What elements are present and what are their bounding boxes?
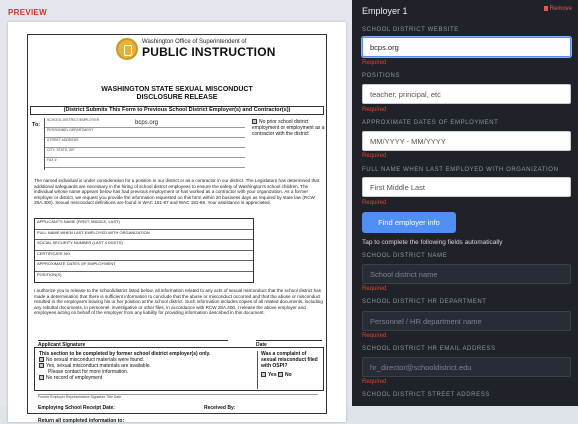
- to-field: SCHOOL DISTRICT/EMPLOYER bcps.org: [45, 118, 245, 128]
- employer-title: Employer 1: [362, 6, 408, 16]
- receipt-date-label: Employing School Receipt Date:: [38, 405, 115, 411]
- intro-paragraph: The named individual is under consideration for a position in our district or as a contractor in our district. The Legislature has determined that additional safeguards are necessary in the hiring of school district employees to ensure the safety of Washington's school children. The individual whose name appears below has had previous employment or has worked as a contractor with your organization. As a former employer or district, we request you provide the information requested on this form within 20 business days as required by state law (RCW 28A.400). Sexual misconduct definitions are found in WAC 181-87 and WAC 181-88. Your assistance is appreciated.: [34, 178, 320, 206]
- field-label: FULL NAME WHEN LAST EMPLOYED WITH ORGANIZATION: [362, 167, 559, 173]
- info-row: APPLICANT'S NAME (FIRST, MIDDLE, LAST): [35, 219, 253, 230]
- find-employer-button[interactable]: Find employer info: [362, 212, 456, 233]
- ospi-seal-icon: [116, 38, 138, 60]
- field-label: APPROXIMATE DATES OF EMPLOYMENT: [362, 120, 499, 126]
- field-label: POSITIONS: [362, 73, 401, 79]
- required-note: Required: [362, 200, 387, 206]
- former-option: No sexual misconduct materials were found.: [39, 357, 249, 363]
- info-row: CERTIFICATE NO.: [35, 251, 253, 262]
- doc-title: WASHINGTON STATE SEXUAL MISCONDUCT: [101, 86, 253, 93]
- field-label: SCHOOL DISTRICT STREET ADDRESS: [362, 392, 490, 398]
- doc-subtitle: DISCLOSURE RELEASE: [136, 94, 218, 101]
- received-by-label: Received By:: [204, 405, 236, 411]
- autofill-hint: Tap to complete the following fields automatically: [362, 239, 503, 246]
- to-address-box: [44, 118, 244, 170]
- to-field: STREET ADDRESS: [45, 138, 245, 148]
- to-label: To:: [32, 122, 41, 128]
- full-name-input[interactable]: First Middle Last: [362, 177, 571, 197]
- district-name-input[interactable]: School district name: [362, 264, 571, 284]
- former-employer-section: [34, 347, 324, 391]
- required-note: Required: [362, 107, 387, 113]
- info-row: SOCIAL SECURITY NUMBER (LAST 4 DIGITS): [35, 240, 253, 251]
- preview-label: PREVIEW: [8, 8, 47, 17]
- required-note: Required: [362, 153, 387, 159]
- required-note: Required: [362, 333, 387, 339]
- info-row: FULL NAME WHEN LAST EMPLOYED WITH ORGANIZATION: [35, 230, 253, 241]
- applicant-info-table: [34, 218, 254, 283]
- document-preview[interactable]: [8, 22, 346, 422]
- applicant-signature-label: Applicant Signature: [38, 340, 228, 348]
- hr-department-input[interactable]: Personnel / HR department name: [362, 311, 571, 331]
- agency-text: PUBLIC INSTRUCTION: [142, 45, 276, 59]
- positions-input[interactable]: teacher, principal, etc: [362, 84, 571, 104]
- checkbox-icon: [261, 372, 266, 377]
- checkbox-icon: [39, 363, 44, 368]
- checkbox-icon: [39, 357, 44, 362]
- hr-email-input[interactable]: hr_director@schooldistrict.edu: [362, 357, 571, 377]
- required-note: Required: [362, 286, 387, 292]
- rep-signature-line: Former Employer Representative Signature Title Date: [38, 394, 318, 399]
- trash-icon: [544, 6, 548, 11]
- former-option: Yes, sexual misconduct materials are available.: [39, 363, 249, 369]
- return-label: Return all completed information to:: [38, 418, 125, 424]
- office-text: Washington Office of Superintendent of: [142, 39, 247, 45]
- checkbox-icon: [252, 119, 257, 124]
- to-field: PERSONNEL DEPARTMENT: [45, 128, 245, 138]
- website-input[interactable]: bcps.org: [362, 37, 571, 57]
- checkbox-icon: [278, 372, 283, 377]
- former-option: No record of employment: [39, 375, 249, 381]
- field-label: SCHOOL DISTRICT WEBSITE: [362, 27, 459, 33]
- to-field: FAX #: [45, 158, 245, 168]
- required-note: Required: [362, 60, 387, 66]
- former-heading: This section to be completed by former school district employer(s) only.: [39, 351, 211, 357]
- to-field: CITY, STATE, ZIP: [45, 148, 245, 158]
- info-row: APPROXIMATE DATES OF EMPLOYMENT: [35, 261, 253, 272]
- to-value: bcps.org: [135, 120, 159, 126]
- remove-button[interactable]: Remove: [544, 6, 572, 12]
- field-label: SCHOOL DISTRICT NAME: [362, 253, 448, 259]
- complaint-question: Was a complaint of sexual misconduct filed with OSPI? Yes No: [257, 351, 321, 389]
- date-label: Date: [256, 340, 322, 348]
- ospi-logo: [116, 38, 276, 60]
- former-option-note: Please contact for more information.: [48, 369, 129, 375]
- employer-form: [352, 0, 578, 406]
- field-label: SCHOOL DISTRICT HR EMAIL ADDRESS: [362, 346, 496, 352]
- submit-note: (District Submits This Form to Previous School District Employer(s) and Contractor(s)): [30, 106, 324, 115]
- no-prior-option: No prior school district employment or employment as a contractor with the district: [252, 119, 325, 137]
- info-row: POSITION(S): [37, 271, 62, 277]
- field-label: SCHOOL DISTRICT HR DEPARTMENT: [362, 299, 487, 305]
- authorization-paragraph: I authorize you to release to the school/district listed below, all information related to any acts of sexual misconduct that the school district has made a determination that there is sufficient information to conclude that the abuse or misconduct occurred and that the abuse or misconduct resulted in the employee's leaving his or her position at the school district. Such information includes copies of all related documents, including any rebuttal documents, in personnel, investigative or other files, in accordance with RCW 28A.400. I release the above employer and employees acting on behalf of the employer from any liability for providing information described in this document.: [34, 288, 323, 316]
- required-note: Required: [362, 379, 387, 385]
- checkbox-icon: [39, 375, 44, 380]
- dates-input[interactable]: MM/YYYY - MM/YYYY: [362, 131, 571, 151]
